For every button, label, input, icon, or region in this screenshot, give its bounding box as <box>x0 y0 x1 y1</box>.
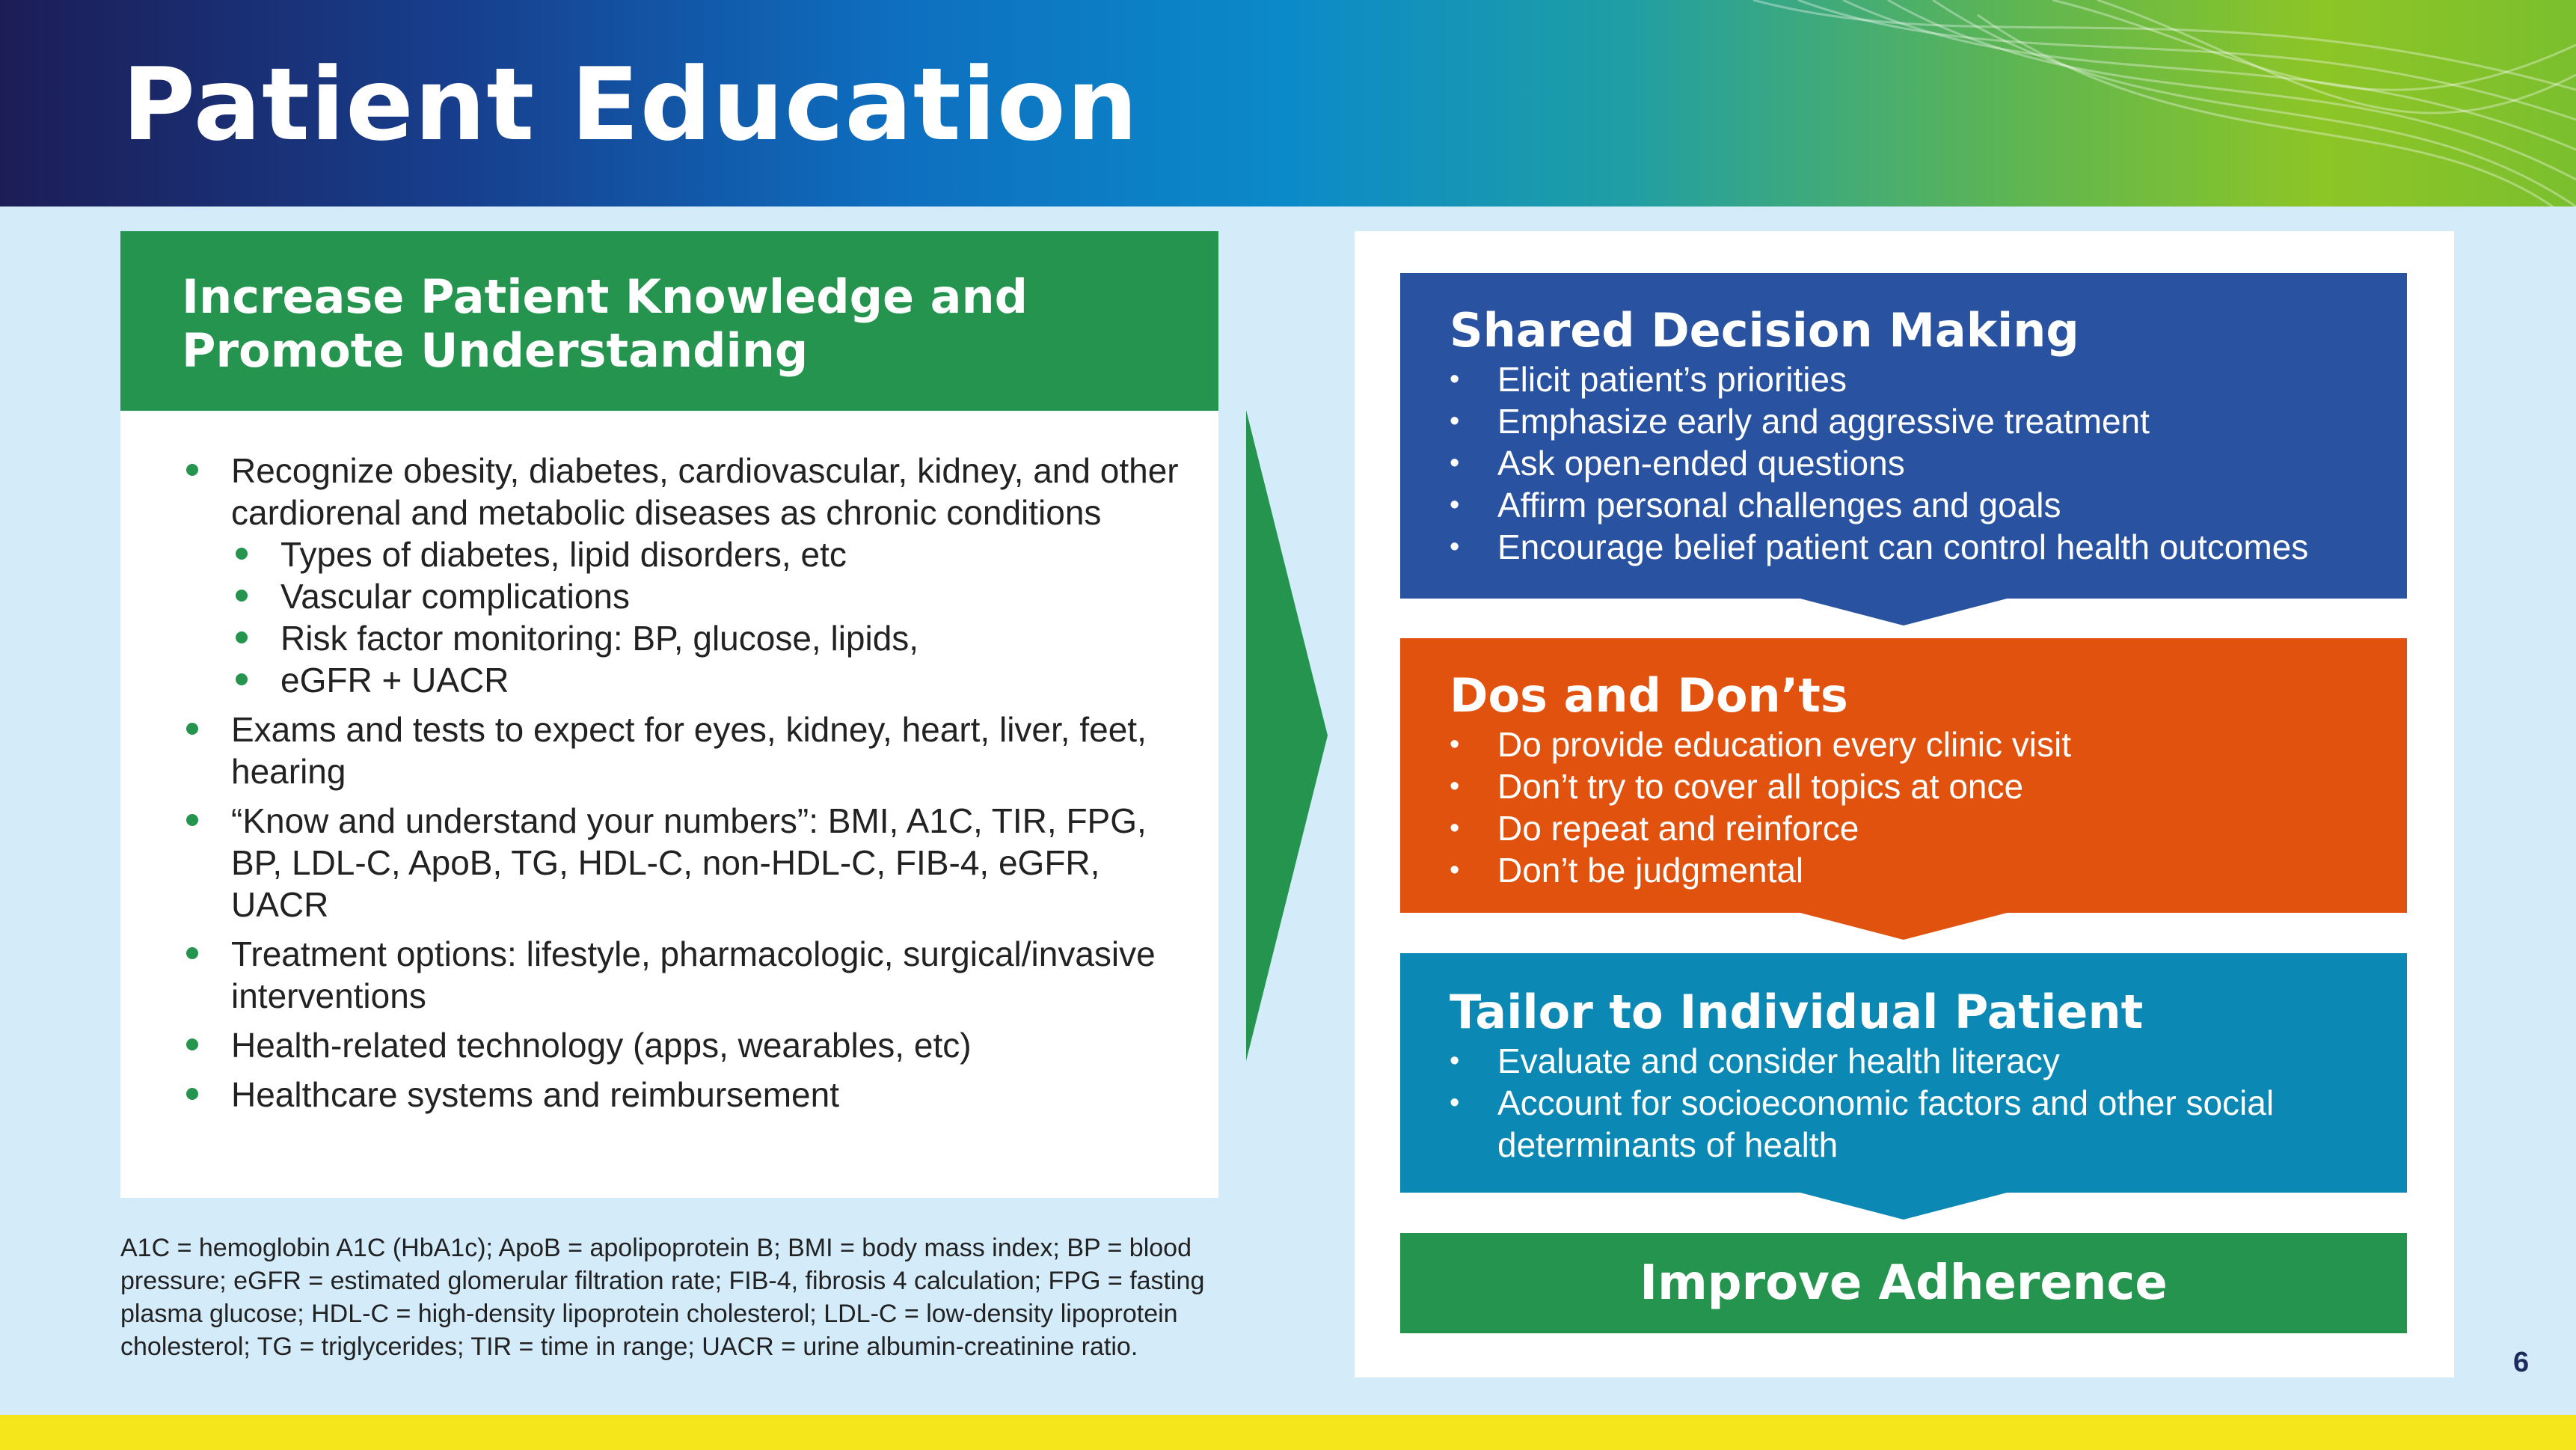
list-item-text: Ask open-ended questions <box>1497 444 1905 483</box>
bullet-icon: • <box>1450 813 1460 844</box>
list-item-text: Do repeat and reinforce <box>1497 809 1859 848</box>
down-chevron-icon <box>1794 1191 2013 1220</box>
list-item-text: Do provide education every clinic visit <box>1497 725 2072 764</box>
shared-decision-list <box>1450 358 2407 568</box>
bullet-icon: • <box>1450 1087 1460 1119</box>
sub-list-item-text: Vascular complications <box>280 577 631 616</box>
list-item-text: Healthcare systems and reimbursement <box>231 1075 839 1114</box>
bullet-icon: • <box>1450 729 1460 760</box>
list-item-text: Elicit patient’s priorities <box>1497 360 1847 399</box>
list-item-text: Emphasize early and aggressive treatment <box>1497 402 2150 441</box>
list-item <box>182 1024 1189 1066</box>
bullet-icon: • <box>1450 1045 1460 1077</box>
dos-donts-title: Dos and Don’ts <box>1450 668 1848 723</box>
bullet-icon <box>236 548 248 560</box>
bullet-icon: • <box>1450 364 1460 395</box>
list-item <box>1450 400 2407 442</box>
down-chevron-icon <box>1794 597 2013 625</box>
sub-list-item-text: Risk factor monitoring: BP, glucose, lipids, <box>280 619 919 658</box>
list-item-text: Don’t be judgmental <box>1497 851 1804 890</box>
tailor-patient-list <box>1450 1040 2407 1166</box>
bullet-icon <box>186 814 198 826</box>
bullet-icon <box>186 1088 198 1100</box>
list-item-text: Don’t try to cover all topics at once <box>1497 767 2024 806</box>
sub-list-item <box>231 533 1189 575</box>
dos-donts-box <box>1400 638 2407 913</box>
footer-bar <box>0 1415 2576 1450</box>
sub-list-item <box>231 617 1189 659</box>
page-number: 6 <box>2513 1347 2530 1378</box>
improve-adherence-box <box>1400 1233 2407 1333</box>
list-item-text: Exams and tests to expect for eyes, kidney, heart, liver, feet, hearing <box>231 710 1147 791</box>
tailor-patient-title: Tailor to Individual Patient <box>1450 985 2144 1039</box>
list-item-text: Encourage belief patient can control health outcomes <box>1497 527 2309 566</box>
decorative-waves <box>1604 0 2576 207</box>
list-item <box>182 933 1189 1017</box>
list-item-text: Affirm personal challenges and goals <box>1497 486 2061 524</box>
sub-list-item-text: eGFR + UACR <box>280 661 509 700</box>
sub-list-item-text: Types of diabetes, lipid disorders, etc <box>280 535 847 574</box>
knowledge-section-title <box>182 270 1218 378</box>
bullet-icon: • <box>1450 406 1460 437</box>
bullet-icon <box>236 590 248 602</box>
bullet-icon <box>186 1038 198 1050</box>
list-item <box>1450 807 2407 849</box>
list-item <box>1450 1040 2407 1082</box>
bullet-icon: • <box>1450 854 1460 886</box>
list-item <box>182 800 1189 926</box>
list-item-text: Evaluate and consider health literacy <box>1497 1041 2060 1080</box>
list-item <box>1450 765 2407 807</box>
list-item <box>1450 442 2407 484</box>
bullet-icon <box>236 631 248 643</box>
bullet-icon <box>186 723 198 735</box>
list-item <box>1450 358 2407 400</box>
list-item-text: Account for socioeconomic factors and other social determinants of health <box>1497 1083 2275 1164</box>
shared-decision-title: Shared Decision Making <box>1450 303 2079 358</box>
down-chevron-icon <box>1794 911 2013 940</box>
list-item <box>182 450 1189 701</box>
knowledge-section-header <box>120 231 1218 411</box>
sub-list <box>231 533 1189 701</box>
bullet-icon <box>186 947 198 959</box>
list-item-text: Health-related technology (apps, wearables, etc) <box>231 1026 972 1065</box>
list-item <box>1450 484 2407 526</box>
list-item-text: Recognize obesity, diabetes, cardiovascular, kidney, and other cardiorenal and metabolic diseases as chronic conditions <box>231 451 1179 532</box>
list-item <box>1450 849 2407 891</box>
slide-header <box>0 0 2576 207</box>
knowledge-title-line2: Promote Understanding <box>182 323 809 378</box>
list-item-text: “Know and understand your numbers”: BMI, A1C, TIR, FPG, BP, LDL-C, ApoB, TG, HDL-C, non-HDL-C, FIB-4, eGFR, UACR <box>231 801 1147 924</box>
bullet-icon: • <box>1450 447 1460 479</box>
knowledge-list <box>182 450 1189 1116</box>
list-item <box>1450 724 2407 765</box>
sub-list-item <box>231 575 1189 617</box>
list-item <box>1450 526 2407 568</box>
bullet-icon: • <box>1450 531 1460 563</box>
sub-list-item <box>231 659 1189 701</box>
page-title: Patient Education <box>122 46 1139 163</box>
knowledge-title-line1: Increase Patient Knowledge and <box>182 269 1028 324</box>
abbreviations-footnote: A1C = hemoglobin A1C (HbA1c); ApoB = apolipoprotein B; BMI = body mass index; BP = blood pressure; eGFR = estimated glomerular filtration rate; FIB-4, fibrosis 4 calculation; FPG = fasting plasma glucose; HDL-C = high-density lipoprotein cholesterol; LDL-C = low-density lipoprotein cholesterol; TG = triglycerides; TIR = time in range; UACR = urine albumin-creatinine ratio. <box>120 1234 1205 1361</box>
shared-decision-box <box>1400 273 2407 599</box>
bullet-icon <box>236 673 248 685</box>
bullet-icon: • <box>1450 489 1460 521</box>
knowledge-list-panel <box>120 411 1218 1198</box>
list-item <box>182 1074 1189 1116</box>
list-item <box>1450 1082 2407 1166</box>
bullet-icon <box>186 464 198 476</box>
list-item <box>182 709 1189 792</box>
bullet-icon: • <box>1450 771 1460 802</box>
tailor-patient-box <box>1400 953 2407 1193</box>
improve-adherence-title: Improve Adherence <box>1640 1255 2168 1311</box>
flow-arrow-icon <box>1242 410 1331 1061</box>
dos-donts-list <box>1450 724 2407 891</box>
list-item-text: Treatment options: lifestyle, pharmacologic, surgical/invasive interventions <box>231 934 1156 1015</box>
